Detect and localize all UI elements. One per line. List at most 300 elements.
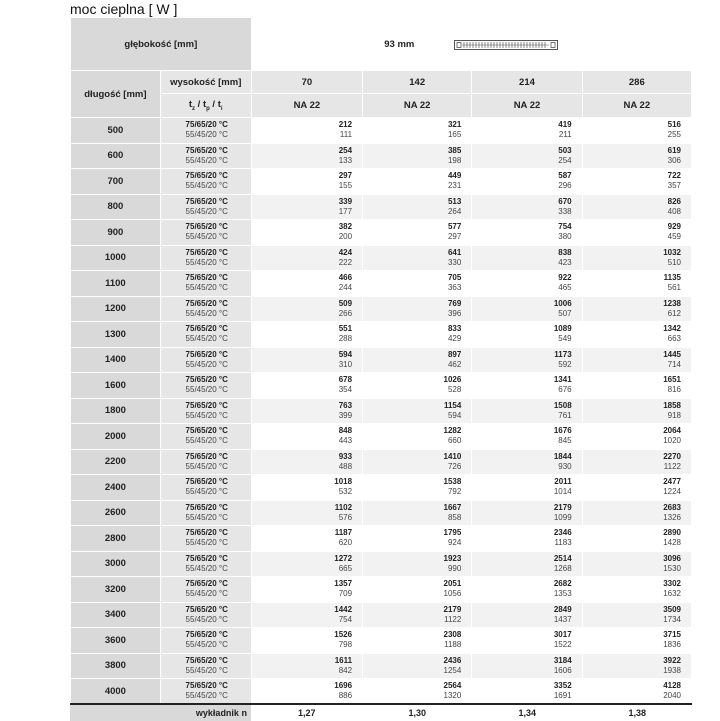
value-low: 1938 xyxy=(663,665,681,675)
value-low: 177 xyxy=(338,206,353,216)
value-low: 429 xyxy=(447,334,462,344)
value-cell xyxy=(472,679,582,705)
value-low: 1268 xyxy=(553,563,572,573)
value-high: 1667 xyxy=(443,502,462,512)
value-high: 848 xyxy=(338,426,353,436)
value-high: 2564 xyxy=(443,681,462,691)
value-cell xyxy=(472,322,582,348)
table-row xyxy=(71,169,692,195)
value-low: 612 xyxy=(667,308,681,318)
length-cell: 4000 xyxy=(71,679,161,705)
temperature-low: 55/45/20 °C xyxy=(185,308,228,318)
value-cell xyxy=(251,602,362,628)
value-cell xyxy=(582,424,691,450)
value-high: 1442 xyxy=(334,604,353,614)
temperature-high: 75/65/20 °C xyxy=(185,196,228,206)
value-high: 3509 xyxy=(663,604,681,614)
temperature-cell xyxy=(160,245,251,271)
length-cell: 1100 xyxy=(71,271,161,297)
value-low: 1326 xyxy=(663,512,681,522)
value-cell xyxy=(582,398,691,424)
value-cell xyxy=(251,475,362,501)
value-high: 1282 xyxy=(443,426,462,436)
value-cell xyxy=(363,220,472,246)
value-low: 1836 xyxy=(663,640,681,650)
value-cell xyxy=(582,118,691,144)
table-row xyxy=(71,143,692,169)
temperature-high: 75/65/20 °C xyxy=(185,579,228,589)
value-cell xyxy=(472,500,582,526)
value-cell xyxy=(472,628,582,654)
table-row xyxy=(71,602,692,628)
value-cell xyxy=(251,322,362,348)
temperature-cell xyxy=(160,347,251,373)
value-high: 2308 xyxy=(443,630,462,640)
table-row xyxy=(71,118,692,144)
length-cell: 500 xyxy=(71,118,161,144)
length-cell: 1800 xyxy=(71,398,161,424)
temperature-low: 55/45/20 °C xyxy=(185,691,228,701)
value-cell xyxy=(582,526,691,552)
value-high: 577 xyxy=(447,222,462,232)
length-cell: 2600 xyxy=(71,500,161,526)
value-high: 2849 xyxy=(553,604,572,614)
temperature-low: 55/45/20 °C xyxy=(185,181,228,191)
length-cell: 900 xyxy=(71,220,161,246)
value-cell xyxy=(582,296,691,322)
value-cell xyxy=(251,271,362,297)
value-high: 922 xyxy=(558,273,572,283)
value-low: 357 xyxy=(667,181,681,191)
exponent-value: 1,27 xyxy=(251,704,363,721)
value-low: 858 xyxy=(447,512,462,522)
temperature-low: 55/45/20 °C xyxy=(185,487,228,497)
temperature-high: 75/65/20 °C xyxy=(185,681,228,691)
temperature-cell xyxy=(160,526,251,552)
value-cell xyxy=(582,602,691,628)
value-cell xyxy=(363,653,472,679)
value-cell xyxy=(472,551,582,577)
value-cell xyxy=(251,373,362,399)
value-high: 1135 xyxy=(663,273,681,283)
value-high: 503 xyxy=(558,145,572,155)
temperature-low: 55/45/20 °C xyxy=(185,538,228,548)
value-low: 990 xyxy=(447,563,462,573)
value-cell xyxy=(363,118,472,144)
value-cell xyxy=(472,653,582,679)
value-low: 155 xyxy=(338,181,353,191)
value-high: 424 xyxy=(338,247,353,257)
value-low: 488 xyxy=(338,461,353,471)
temperature-high: 75/65/20 °C xyxy=(185,426,228,436)
value-low: 462 xyxy=(447,359,462,369)
value-low: 1183 xyxy=(554,538,572,548)
value-cell xyxy=(363,602,472,628)
value-high: 1676 xyxy=(553,426,572,436)
value-cell xyxy=(363,551,472,577)
value-high: 2064 xyxy=(663,426,681,436)
value-high: 382 xyxy=(338,222,353,232)
value-cell xyxy=(363,398,472,424)
value-high: 826 xyxy=(667,196,681,206)
temperature-high: 75/65/20 °C xyxy=(185,451,228,461)
value-high: 2514 xyxy=(553,553,572,563)
value-high: 594 xyxy=(338,349,353,359)
value-high: 2890 xyxy=(663,528,681,538)
value-cell xyxy=(251,653,362,679)
heat-output-table xyxy=(70,17,692,705)
value-cell xyxy=(472,194,582,220)
depth-value: 93 mm xyxy=(384,38,415,50)
height-col-1: 70 xyxy=(251,71,362,94)
exponent-label: wykładnik n xyxy=(70,704,251,721)
value-low: 845 xyxy=(558,436,572,446)
value-high: 2179 xyxy=(443,604,462,614)
value-high: 1089 xyxy=(553,324,572,334)
value-high: 2436 xyxy=(443,655,462,665)
value-cell xyxy=(251,424,362,450)
table-row xyxy=(71,424,692,450)
value-low: 1188 xyxy=(444,640,462,650)
value-cell xyxy=(472,449,582,475)
value-low: 663 xyxy=(667,334,681,344)
value-cell xyxy=(251,628,362,654)
temperature-cell xyxy=(160,449,251,475)
table-row xyxy=(71,347,692,373)
value-cell xyxy=(582,271,691,297)
length-cell: 2400 xyxy=(71,475,161,501)
length-cell: 1600 xyxy=(71,373,161,399)
value-low: 761 xyxy=(558,410,572,420)
value-low: 665 xyxy=(338,563,353,573)
value-low: 714 xyxy=(667,359,681,369)
value-cell xyxy=(582,322,691,348)
value-high: 763 xyxy=(338,400,353,410)
table-row xyxy=(71,679,692,705)
value-low: 1224 xyxy=(663,487,681,497)
value-high: 1611 xyxy=(334,655,353,665)
value-cell xyxy=(251,526,362,552)
value-low: 1530 xyxy=(663,563,681,573)
value-low: 592 xyxy=(558,359,572,369)
table-row xyxy=(71,628,692,654)
model-col-4: NA 22 xyxy=(582,94,691,118)
value-low: 507 xyxy=(558,308,572,318)
temperature-low: 55/45/20 °C xyxy=(185,130,228,140)
value-low: 1122 xyxy=(444,614,462,624)
value-high: 769 xyxy=(447,298,462,308)
value-low: 918 xyxy=(667,410,681,420)
length-cell: 2200 xyxy=(71,449,161,475)
temperature-cell xyxy=(160,118,251,144)
temperature-high: 75/65/20 °C xyxy=(185,324,228,334)
value-high: 449 xyxy=(447,171,462,181)
height-header: wysokość [mm] xyxy=(160,71,251,94)
temperature-cell xyxy=(160,169,251,195)
table-row xyxy=(71,475,692,501)
value-cell xyxy=(251,169,362,195)
temperature-high: 75/65/20 °C xyxy=(185,145,228,155)
temperature-cell xyxy=(160,475,251,501)
length-cell: 1200 xyxy=(71,296,161,322)
value-low: 842 xyxy=(338,665,353,675)
length-cell: 3600 xyxy=(71,628,161,654)
value-cell xyxy=(363,347,472,373)
value-high: 754 xyxy=(558,222,572,232)
value-cell xyxy=(582,245,691,271)
value-low: 459 xyxy=(667,232,681,242)
value-low: 676 xyxy=(558,385,572,395)
value-high: 212 xyxy=(338,120,353,130)
value-cell xyxy=(472,143,582,169)
temperature-cell xyxy=(160,551,251,577)
value-high: 1445 xyxy=(663,349,681,359)
temperature-high: 75/65/20 °C xyxy=(185,502,228,512)
length-cell: 3000 xyxy=(71,551,161,577)
value-high: 321 xyxy=(447,120,462,130)
temperature-low: 55/45/20 °C xyxy=(185,232,228,242)
temperature-low: 55/45/20 °C xyxy=(185,665,228,675)
value-cell xyxy=(363,245,472,271)
value-high: 1102 xyxy=(334,502,353,512)
value-high: 516 xyxy=(667,120,681,130)
temperature-low: 55/45/20 °C xyxy=(185,283,228,293)
table-row xyxy=(71,296,692,322)
value-low: 363 xyxy=(447,283,462,293)
height-col-3: 214 xyxy=(472,71,582,94)
value-low: 111 xyxy=(339,130,353,140)
temperature-high: 75/65/20 °C xyxy=(185,528,228,538)
value-cell xyxy=(582,679,691,705)
value-high: 705 xyxy=(447,273,462,283)
value-low: 338 xyxy=(558,206,572,216)
value-high: 385 xyxy=(447,145,462,155)
value-high: 2683 xyxy=(663,502,681,512)
value-high: 1026 xyxy=(443,375,462,385)
temperature-high: 75/65/20 °C xyxy=(185,120,228,130)
value-low: 255 xyxy=(667,130,681,140)
value-low: 266 xyxy=(338,308,353,318)
value-high: 1795 xyxy=(443,528,462,538)
value-cell xyxy=(582,347,691,373)
value-cell xyxy=(251,347,362,373)
value-low: 244 xyxy=(338,283,353,293)
value-low: 264 xyxy=(447,206,462,216)
value-high: 678 xyxy=(338,375,353,385)
value-cell xyxy=(363,322,472,348)
value-high: 2682 xyxy=(553,579,572,589)
value-low: 222 xyxy=(338,257,353,267)
value-low: 200 xyxy=(338,232,353,242)
temperature-cell xyxy=(160,628,251,654)
value-cell xyxy=(363,194,472,220)
length-cell: 2800 xyxy=(71,526,161,552)
temperature-low: 55/45/20 °C xyxy=(185,461,228,471)
temperature-low: 55/45/20 °C xyxy=(185,155,228,165)
temperature-cell xyxy=(160,322,251,348)
temperature-high: 75/65/20 °C xyxy=(185,222,228,232)
value-cell xyxy=(363,169,472,195)
table-row xyxy=(71,322,692,348)
value-cell xyxy=(251,398,362,424)
temperature-low: 55/45/20 °C xyxy=(185,640,228,650)
model-col-1: NA 22 xyxy=(251,94,362,118)
value-low: 408 xyxy=(667,206,681,216)
table-row xyxy=(71,220,692,246)
exponent-value: 1,30 xyxy=(363,704,472,721)
value-low: 254 xyxy=(558,155,572,165)
temperature-high: 75/65/20 °C xyxy=(185,375,228,385)
temperature-cell xyxy=(160,398,251,424)
value-high: 641 xyxy=(447,247,462,257)
temperature-low: 55/45/20 °C xyxy=(185,410,228,420)
value-low: 510 xyxy=(667,257,681,267)
value-cell xyxy=(582,475,691,501)
value-high: 513 xyxy=(447,196,462,206)
value-cell xyxy=(472,220,582,246)
value-low: 798 xyxy=(338,640,353,650)
value-cell xyxy=(472,602,582,628)
value-low: 399 xyxy=(338,410,353,420)
value-cell xyxy=(363,628,472,654)
value-high: 587 xyxy=(558,171,572,181)
temperature-cell xyxy=(160,424,251,450)
value-low: 2040 xyxy=(663,691,681,701)
temperature-high: 75/65/20 °C xyxy=(185,273,228,283)
value-cell xyxy=(472,526,582,552)
temperature-low: 55/45/20 °C xyxy=(185,385,228,395)
temperature-high: 75/65/20 °C xyxy=(185,400,228,410)
value-low: 1099 xyxy=(553,512,572,522)
temperature-low: 55/45/20 °C xyxy=(185,359,228,369)
value-cell xyxy=(582,500,691,526)
length-cell: 1000 xyxy=(71,245,161,271)
value-low: 549 xyxy=(558,334,572,344)
value-high: 1696 xyxy=(334,681,353,691)
value-cell xyxy=(251,551,362,577)
value-low: 532 xyxy=(338,487,353,497)
temperature-high: 75/65/20 °C xyxy=(185,630,228,640)
exponent-value: 1,38 xyxy=(583,704,692,721)
value-high: 1341 xyxy=(553,375,572,385)
table-row xyxy=(71,449,692,475)
value-high: 419 xyxy=(558,120,572,130)
value-cell xyxy=(363,475,472,501)
value-high: 1923 xyxy=(443,553,462,563)
table-row xyxy=(71,271,692,297)
value-cell xyxy=(472,398,582,424)
value-high: 1508 xyxy=(553,400,572,410)
value-cell xyxy=(472,169,582,195)
temperature-high: 75/65/20 °C xyxy=(185,655,228,665)
value-cell xyxy=(251,245,362,271)
table-row xyxy=(71,577,692,603)
temperature-cell xyxy=(160,220,251,246)
value-high: 1173 xyxy=(554,349,572,359)
value-low: 1320 xyxy=(443,691,462,701)
value-low: 1353 xyxy=(553,589,572,599)
value-low: 1122 xyxy=(663,461,681,471)
table-row xyxy=(71,500,692,526)
value-low: 306 xyxy=(667,155,681,165)
length-cell: 700 xyxy=(71,169,161,195)
value-cell xyxy=(363,271,472,297)
value-low: 1020 xyxy=(663,436,681,446)
temperature-cell xyxy=(160,271,251,297)
value-high: 933 xyxy=(338,451,353,461)
value-cell xyxy=(363,526,472,552)
value-cell xyxy=(363,143,472,169)
exponent-row xyxy=(70,703,692,721)
value-low: 1014 xyxy=(553,487,572,497)
value-low: 594 xyxy=(447,410,462,420)
value-high: 2179 xyxy=(553,502,572,512)
temperature-low: 55/45/20 °C xyxy=(185,563,228,573)
radiator-cross-section-icon xyxy=(454,38,558,50)
value-low: 354 xyxy=(338,385,353,395)
value-low: 296 xyxy=(558,181,572,191)
value-low: 886 xyxy=(338,691,353,701)
value-cell xyxy=(582,577,691,603)
value-high: 1410 xyxy=(443,451,462,461)
value-high: 551 xyxy=(338,324,353,334)
value-low: 310 xyxy=(338,359,353,369)
value-cell xyxy=(472,296,582,322)
value-cell xyxy=(363,424,472,450)
value-high: 1018 xyxy=(334,477,353,487)
page-title: moc cieplna [ W ] xyxy=(70,1,178,17)
value-high: 3017 xyxy=(553,630,572,640)
value-cell xyxy=(472,347,582,373)
temperature-header: $t_z / t_p / t_i$ xyxy=(160,94,251,118)
value-high: 3096 xyxy=(663,553,681,563)
value-cell xyxy=(251,500,362,526)
temperature-low: 55/45/20 °C xyxy=(185,257,228,267)
value-cell xyxy=(582,449,691,475)
value-high: 2346 xyxy=(553,528,572,538)
temperature-high: 75/65/20 °C xyxy=(185,171,228,181)
table-row xyxy=(71,398,692,424)
value-high: 4128 xyxy=(663,681,681,691)
value-low: 792 xyxy=(447,487,462,497)
value-low: 1056 xyxy=(443,589,462,599)
value-cell xyxy=(582,143,691,169)
value-low: 561 xyxy=(667,283,681,293)
value-low: 1632 xyxy=(663,589,681,599)
length-cell: 1300 xyxy=(71,322,161,348)
value-low: 754 xyxy=(338,614,353,624)
value-cell xyxy=(251,296,362,322)
value-high: 2270 xyxy=(663,451,681,461)
value-high: 2051 xyxy=(443,579,462,589)
value-low: 660 xyxy=(447,436,462,446)
temperature-cell xyxy=(160,296,251,322)
value-cell xyxy=(582,169,691,195)
value-high: 339 xyxy=(338,196,353,206)
value-high: 1357 xyxy=(334,579,353,589)
value-high: 1238 xyxy=(663,298,681,308)
length-cell: 3200 xyxy=(71,577,161,603)
value-low: 709 xyxy=(338,589,353,599)
value-low: 288 xyxy=(338,334,353,344)
value-high: 619 xyxy=(667,145,681,155)
value-cell xyxy=(472,577,582,603)
value-cell xyxy=(582,628,691,654)
length-cell: 2000 xyxy=(71,424,161,450)
value-cell xyxy=(472,271,582,297)
value-high: 2477 xyxy=(663,477,681,487)
value-low: 396 xyxy=(447,308,462,318)
